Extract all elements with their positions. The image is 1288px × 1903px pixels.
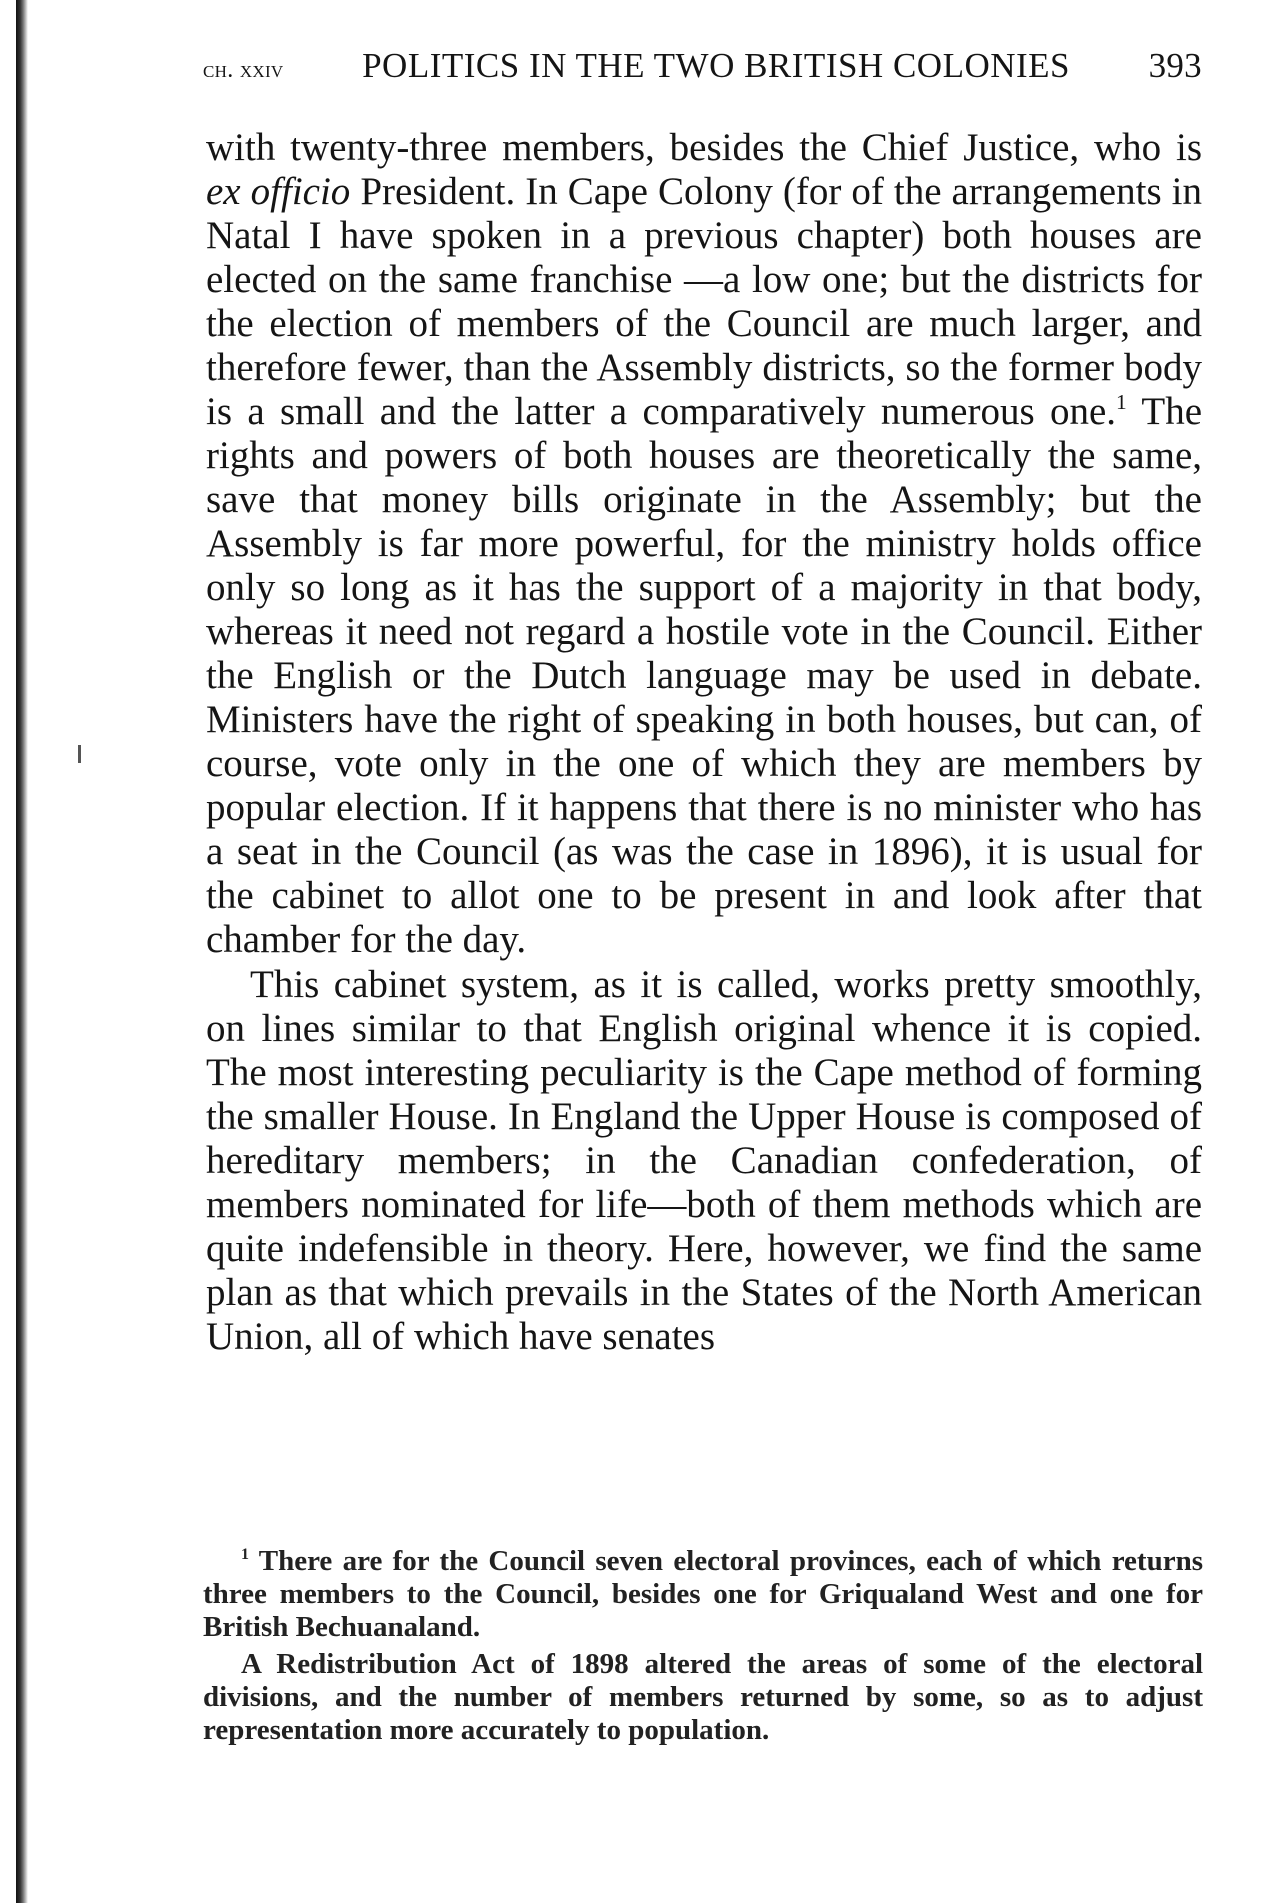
body-text bbox=[206, 126, 1202, 1359]
footnote-2: A Redistribution Act of 1898 altered the areas of some of the electoral divisions, and the number of members returned by some, so as to adjust representation more accurately to population. bbox=[203, 1648, 1203, 1746]
margin-mark bbox=[78, 745, 81, 763]
footnote-1 bbox=[203, 1545, 1203, 1644]
paragraph-2: This cabinet system, as it is called, works pretty smoothly, on lines similar to that English original whence it is copied. The most interesting peculiarity is the Cape method of forming the smaller House. In England the Upper House is composed of hereditary members; in the Canadian confederation, of members nominated for life—both of them methods which are quite indefensible in theory. Here, however, we find the same plan as that which prevails in the States of the North American Union, all of which have senates bbox=[206, 963, 1202, 1358]
chapter-label: ch. xxiv bbox=[203, 57, 284, 83]
paragraph-1-text-a: with twenty-three members, besides the Chief Justice, who is bbox=[206, 126, 1202, 169]
paragraph-1-text-b: President. In Cape Colony (for of the arrangements in Natal I have spoken in a previous chapter) both houses are elected on the same franchise —a low one; but the districts for the election of members of the Council are much larger, and therefore fewer, than the Assembly districts, so the former body is a small and the latter a comparatively numerous one. bbox=[206, 170, 1202, 433]
running-title: POLITICS IN THE TWO BRITISH COLONIES bbox=[362, 46, 1071, 85]
paragraph-1-text-c: The rights and powers of both houses are theoretically the same, save that money bills originate in the Assembly; but the Assembly is far more powerful, for the ministry holds office only so long as it has the support of a majority in that body, whereas it need not regard a hostile vote in the Council. Either the English or the Dutch language may be used in debate. Ministers have the right of speaking in both houses, but can, of course, vote only in the one of which they are members by popular election. If it happens that there is no minister who has a seat in the Council (as was the case in 1896), it is usual for the cabinet to allot one to be present in and look after that chamber for the day. bbox=[206, 390, 1202, 961]
ex-officio-italic: ex officio bbox=[206, 170, 351, 213]
paragraph-1 bbox=[206, 126, 1202, 962]
footnote-reference[interactable]: 1 bbox=[1116, 390, 1127, 414]
binding-edge bbox=[16, 0, 28, 1903]
footnotes bbox=[203, 1545, 1203, 1747]
running-head bbox=[203, 46, 1202, 102]
page-number: 393 bbox=[1148, 46, 1202, 85]
footnote-1-text: There are for the Council seven electoral provinces, each of which returns three members to the Council, besides one for Griqualand West and one for British Bechuanaland. bbox=[203, 1545, 1203, 1643]
footnote-1-marker: 1 bbox=[241, 1545, 249, 1563]
